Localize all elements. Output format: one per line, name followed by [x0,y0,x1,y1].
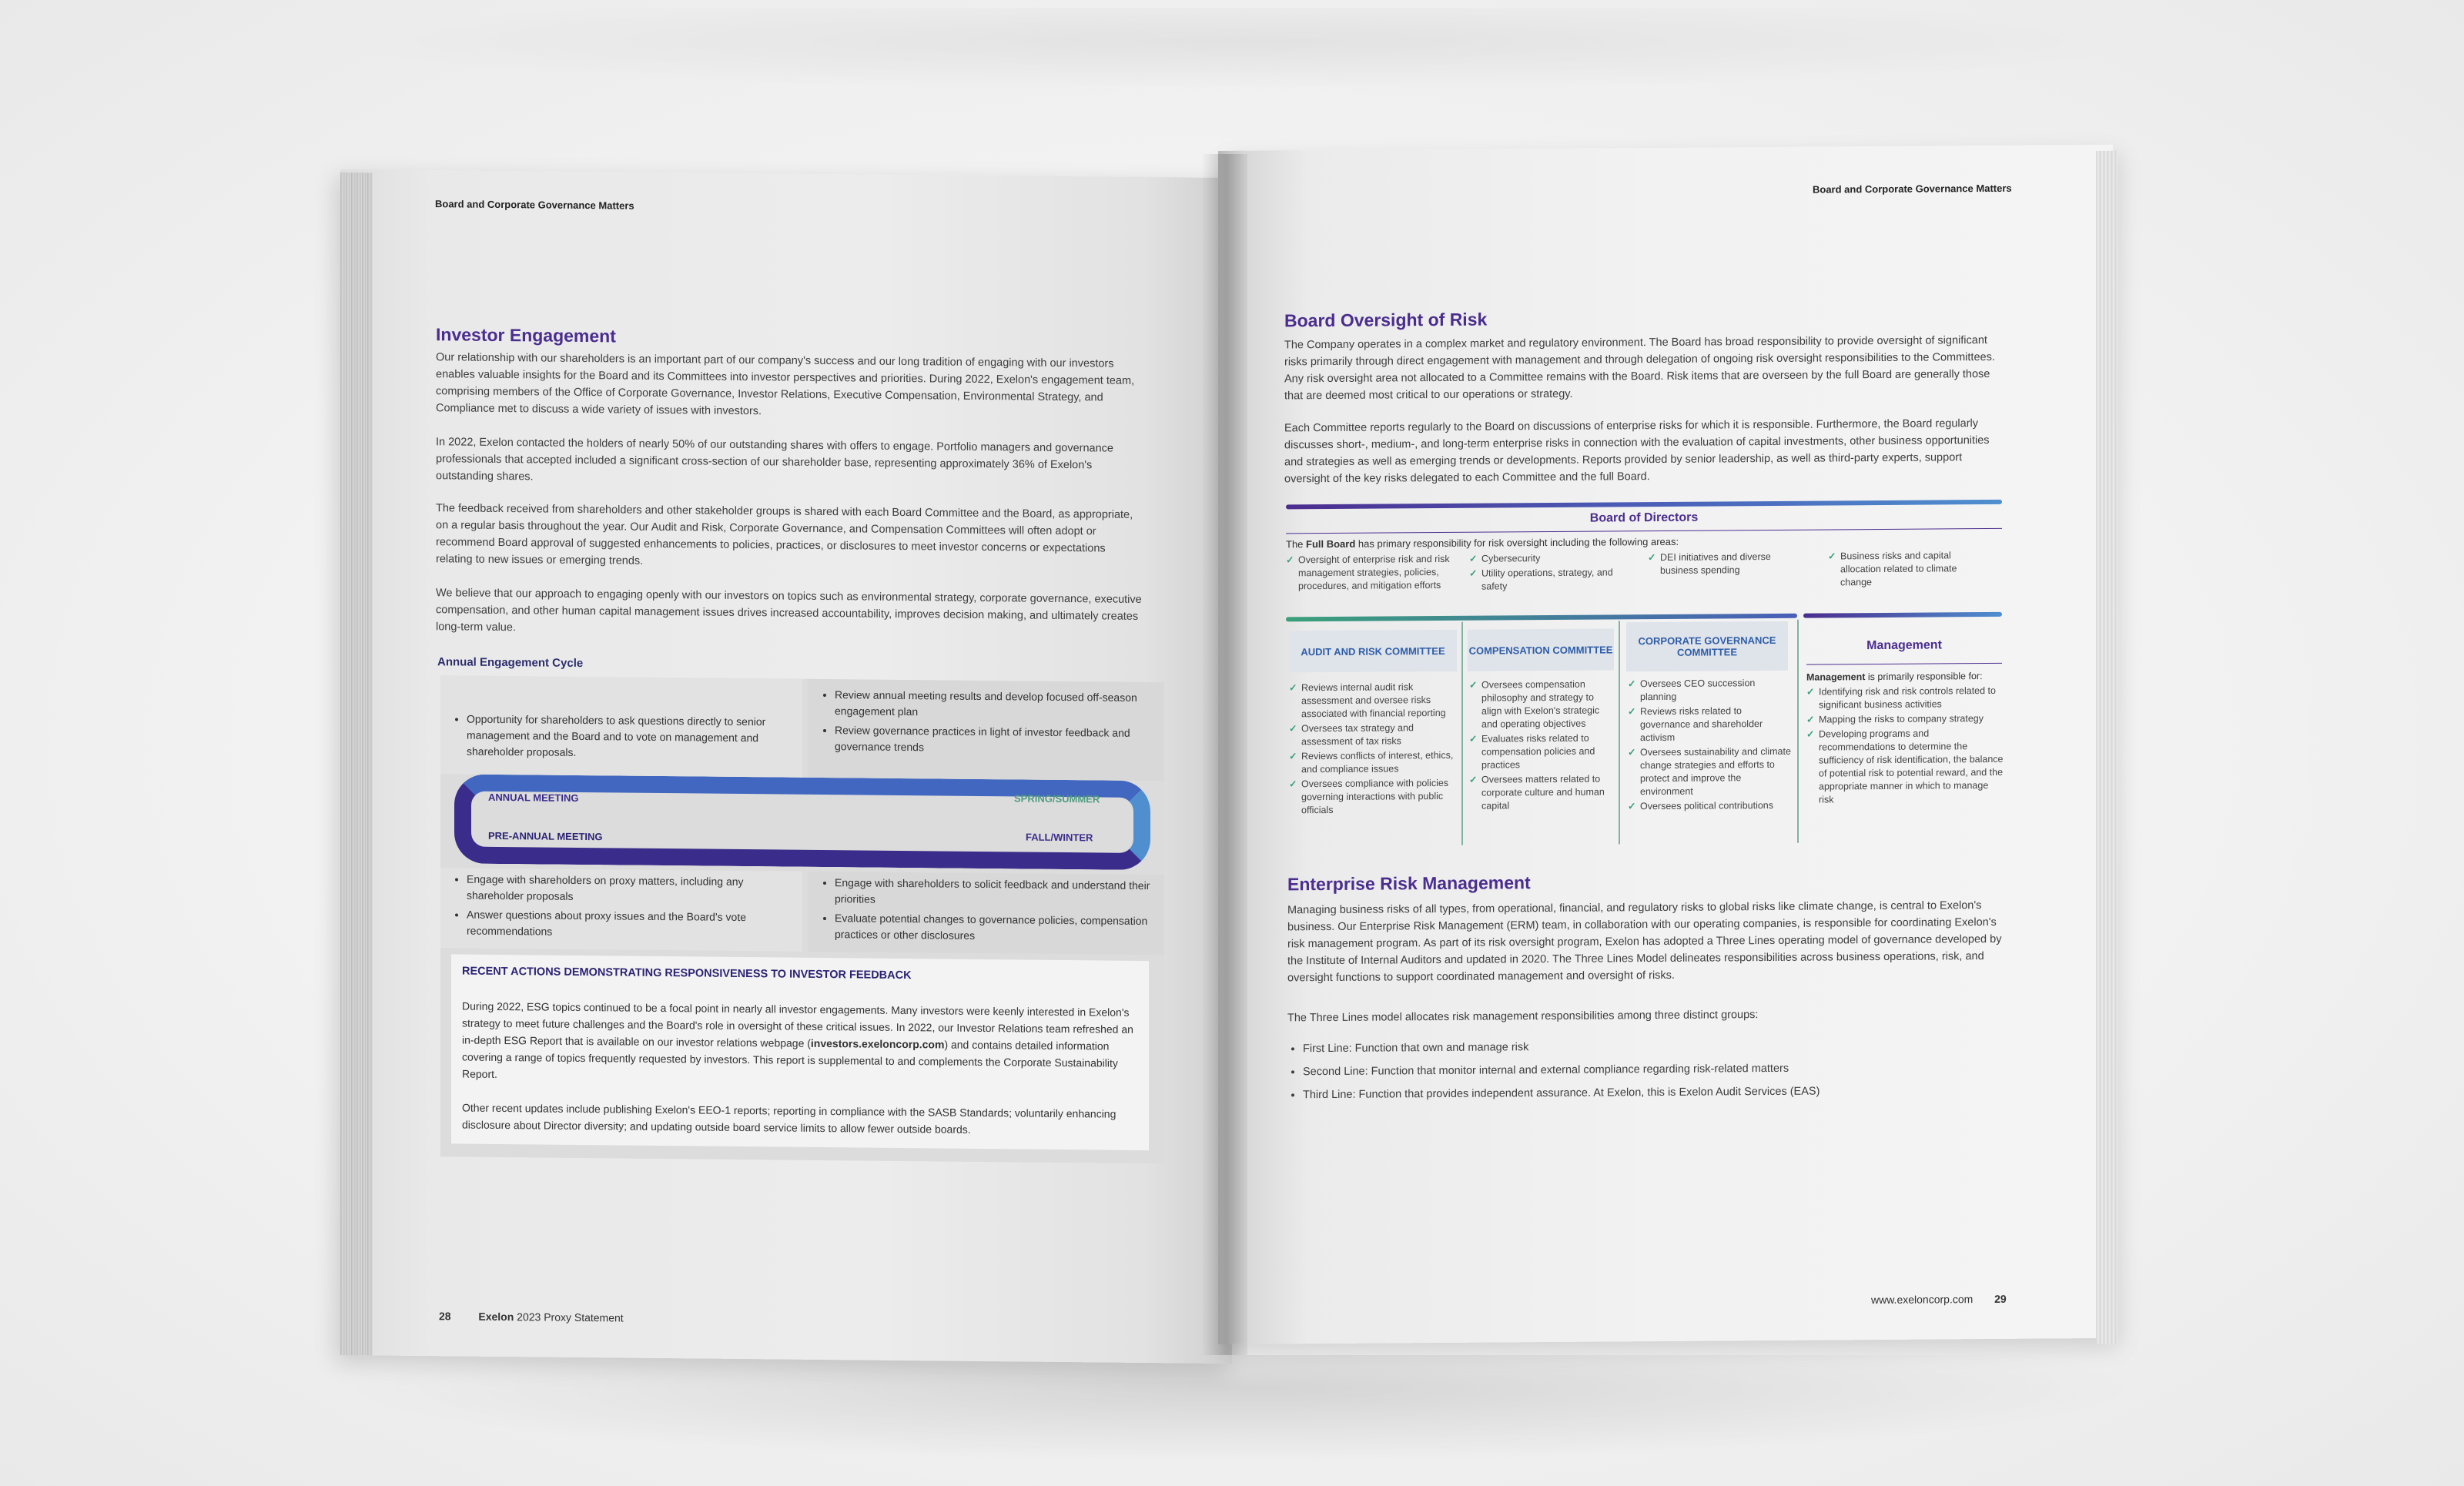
recent-actions-paragraph-2: Other recent updates include publishing Exelon's EEO-1 reports; reporting in compliance with the SASB Standards; voluntarily enhancing disclosure about Director diversity; and updating outside board service limits to allow fewer outside boards. [462,1101,1116,1136]
management-item: ✓ Developing programs and recommendations to determine the sufficiency of risk identification, the balance of potential risk to potential reward, and the appropriate manner in which to manage risk [1806,727,2005,807]
committee-item: ✓ Oversees CEO succession planning [1628,677,1791,704]
fall-winter-item: • Evaluate potential changes to governance policies, compensation practices or other disclosures [835,910,1166,945]
engagement-cycle-ring [454,774,1150,870]
left-section-header: Board and Corporate Governance Matters [435,198,634,212]
investor-paragraph-2: In 2022, Exelon contacted the holders of nearly 50% of our outstanding shares with offers to engage. Portfolio managers and governance professionals that accepted included a significant cross-section of our shareholder base, representing approximately 36% of Exelon's outstanding shares. [436,436,1113,484]
board-of-directors-title: Board of Directors [1589,510,1699,525]
fall-winter-list [819,875,1166,949]
management-item: ✓ Mapping the risks to company strategy [1806,712,2005,727]
committee-item: ✓ Reviews conflicts of interest, ethics, and compliance issues [1289,749,1454,776]
right-footer [1871,1293,2007,1306]
intro-prefix: The [1286,538,1307,551]
pre-annual-list [451,871,798,945]
committee-divider-3 [1797,620,1799,843]
spring-summer-list [819,687,1166,761]
board-area-col-3 [1648,551,1810,579]
recent-actions-box [451,954,1149,1150]
board-area-item: ✓ Business risks and capital allocation related to climate change [1828,549,1990,589]
committee-divider-2 [1619,621,1620,844]
committee-item: ✓ Oversees sustainability and climate change strategies and efforts to protect and improve the environment [1628,745,1791,798]
footer-url[interactable]: www.exeloncorp.com [1871,1293,1974,1307]
spring-summer-label: SPRING/SUMMER [1014,792,1100,805]
spring-summer-item: • Review governance practices in light of investor feedback and governance trends [835,722,1166,758]
management-intro-suffix: is primarily responsible for: [1865,671,1983,683]
audit-risk-committee-header: AUDIT AND RISK COMMITTEE [1289,630,1457,673]
background-shadow-bottom [331,1355,2148,1463]
right-page [1218,145,2113,1344]
background-shadow-top [308,8,2171,92]
committee-item: ✓ Oversees compliance with policies governing interactions with public officials [1289,777,1454,817]
committee-item: ✓ Oversees tax strategy and assessment of tax risks [1289,721,1454,748]
corporate-governance-committee-header: CORPORATE GOVERNANCE COMMITTEE [1626,621,1788,671]
footer-brand: Exelon [478,1310,514,1324]
erm-title: Enterprise Risk Management [1287,872,1531,895]
board-oversight-title: Board Oversight of Risk [1284,309,1488,331]
board-divider [1286,528,2002,534]
book-gutter-shadow [1201,154,1247,1355]
fall-winter-item: • Engage with shareholders to solicit feedback and understand their priorities [835,875,1166,910]
committee-item: ✓ Oversees compensation philosophy and strategy to align with Exelon's strategic and operating objectives [1469,678,1611,731]
compensation-committee-list [1469,678,1611,814]
recent-actions-paragraph-1 [462,998,1140,1089]
investor-paragraph-3: The feedback received from shareholders and other stakeholder groups is shared with each Board Committee and the Board, as appropriate, on a regular basis throughout the year. Our Audit and Risk, Corporate Governance, and Compensation Committees will often adopt or recommend Board approval of suggested enhancements to policies, practices, or disclosures to meet investor concerns or expectations relating to new issues or emerging trends. [436,502,1133,567]
annual-meeting-cell [440,675,802,778]
committee-item: ✓ Oversees political contributions [1628,799,1791,813]
committee-divider-1 [1461,622,1463,845]
board-area-col-4 [1828,549,1990,591]
recent-text-after-link: ) and contains detailed information covering a range of topics frequently requested by investors. This report is supplemental to and complements the Corporate Sustainability Report. [462,1038,1118,1080]
corporate-governance-committee-list [1628,677,1791,815]
board-area-item: ✓ Cybersecurity [1469,551,1623,565]
annual-meeting-item: • Opportunity for shareholders to ask questions directly to senior management and the Board and to vote on management and shareholder proposals. [467,711,782,763]
management-header: Management [1866,638,1942,653]
management-list [1806,684,2005,808]
left-page [340,169,1232,1364]
management-divider [1806,663,2002,665]
right-section-header: Board and Corporate Governance Matters [1813,182,2012,196]
three-lines-item: • Second Line: Function that monitor internal and external compliance regarding risk-related matters [1303,1059,2011,1080]
audit-risk-committee-list [1289,681,1454,818]
investor-engagement-title: Investor Engagement [436,324,616,346]
board-area-item: ✓ Oversight of enterprise risk and risk management strategies, policies, procedures, and mitigation efforts [1286,553,1455,594]
committee-item: ✓ Oversees matters related to corporate culture and human capital [1469,772,1611,812]
board-area-item: ✓ DEI initiatives and diverse business spending [1648,551,1810,577]
intro-suffix: has primary responsibility for risk oversight including the following areas: [1355,535,1679,550]
board-area-item: ✓ Utility operations, strategy, and safety [1469,566,1623,593]
investor-paragraph-4: We believe that our approach to engaging openly with our investors on topics such as environmental strategy, corporate governance, executive compensation, and other human capital management issues drives increased accountability, improves decision making, and ultimately creates long-term value. [436,587,1142,634]
investor-relations-link[interactable]: investors.exeloncorp.com [810,1036,945,1051]
committee-item: ✓ Reviews risks related to governance and shareholder activism [1628,705,1791,745]
three-lines-list [1287,1036,2011,1110]
erm-paragraph-2: The Three Lines model allocates risk management responsibilities among three distinct groups: [1287,1009,1759,1025]
left-footer [439,1310,624,1324]
right-page-number: 29 [1994,1292,2007,1305]
investor-paragraph-1: Our relationship with our shareholders is an important part of our company's success and our long tradition of engaging with our investors enables valuable insights for the Board and its Committees into investor perspectives and priorities. During 2022, Exelon's engagement team, comprising members of the Office of Corporate Governance, Investor Relations, Executive Compensation, Environmental Strategy, and Compliance met to discuss a wide variety of issues with investors. [436,351,1135,418]
annual-meeting-list [451,711,782,765]
pre-annual-item: • Answer questions about proxy issues and the Board's vote recommendations [467,907,798,942]
fall-winter-cell [808,872,1164,955]
management-label: Management [1806,671,1866,683]
engagement-cycle-panel [440,675,1164,1163]
oversight-paragraph-2: Each Committee reports regularly to the Board on discussions of enterprise risks for which it is responsible. Furthermore, the Board regularly discusses short-, medium-, and long-term enterprise risks in connection with the evaluation of capital investments, other business opportunities and strategies as well as emerging trends or developments. Reports provided by senior leadership, as well as third-party experts, support oversight of the key risks delegated to each Committee and the full Board. [1284,417,1990,486]
three-lines-item: • First Line: Function that own and manage risk [1303,1036,2011,1057]
three-lines-item: • Third Line: Function that provides independent assurance. At Exelon, this is Exelon Audit Services (EAS) [1303,1082,2011,1103]
committee-item: ✓ Reviews internal audit risk assessment and oversee risks associated with financial reporting [1289,681,1454,721]
compensation-committee-header: COMPENSATION COMMITTEE [1468,628,1614,671]
pre-annual-cell [440,868,802,952]
full-board-intro [1286,536,1679,551]
board-top-rule [1286,500,2002,509]
management-item: ✓ Identifying risk and risk controls related to significant business activities [1806,684,2005,712]
management-top-rule [1803,612,2002,618]
oversight-paragraph-1: The Company operates in a complex market and regulatory environment. The Board has broad responsibility to provide oversight of significant risks primarily through direct engagement with management and through delegation of ongoing risk oversight responsibilities to the Committees. Any risk oversight area not allocated to a Committee remains with the Board. Risk items that are overseen by the full Board are generally those that are deemed most critical to our operations or strategy. [1284,334,1995,403]
fall-winter-label: FALL/WINTER [1026,831,1093,844]
annual-meeting-label: ANNUAL MEETING [488,791,579,804]
erm-paragraph-1: Managing business risks of all types, from operational, financial, and regulatory risks to global risks like climate change, is central to Exelon's business. Our Enterprise Risk Management (ERM) team, in collaboration with our operating companies, is responsible for coordinating Exelon's risk management program. As part of its risk oversight program, Exelon has adopted a Three Lines operating model of governance developed by the Institute of Internal Auditors and updated in 2020. The Three Lines Model delineates responsibilities across business operations, risk, and oversight functions to support coordinated management and oversight of risks. [1287,899,2002,985]
recent-actions-title: RECENT ACTIONS DEMONSTRATING RESPONSIVENESS TO INVESTOR FEEDBACK [462,965,912,982]
pre-annual-item: • Engage with shareholders on proxy matters, including any shareholder proposals [467,872,798,907]
committees-top-rule [1286,614,1797,622]
spring-summer-cell [808,679,1164,781]
management-intro [1806,671,2005,683]
committee-item: ✓ Evaluates risks related to compensation policies and practices [1469,731,1611,771]
full-board-label: Full Board [1306,537,1356,551]
footer-doc-title: 2023 Proxy Statement [517,1310,624,1324]
recent-text-before-link: During 2022, ESG topics continued to be a focal point in nearly all investor engagements. Many investors were keenly interested in Exelon's strategy to meet future challenges and the Board's role in oversight of these critical issues. In 2022, our Investor Relations team refreshed an in-depth ESG Report that is available on our investor relations webpage ( [462,999,1133,1049]
board-area-col-2 [1469,551,1623,594]
spring-summer-item: • Review annual meeting results and develop focused off-season engagement plan [835,687,1166,722]
left-page-edges [340,172,373,1355]
right-page-edges [2096,151,2118,1344]
pre-annual-meeting-label: PRE-ANNUAL MEETING [488,829,603,843]
engagement-cycle-title: Annual Engagement Cycle [437,655,584,671]
left-page-number: 28 [439,1310,451,1323]
board-area-col-1 [1286,553,1455,595]
